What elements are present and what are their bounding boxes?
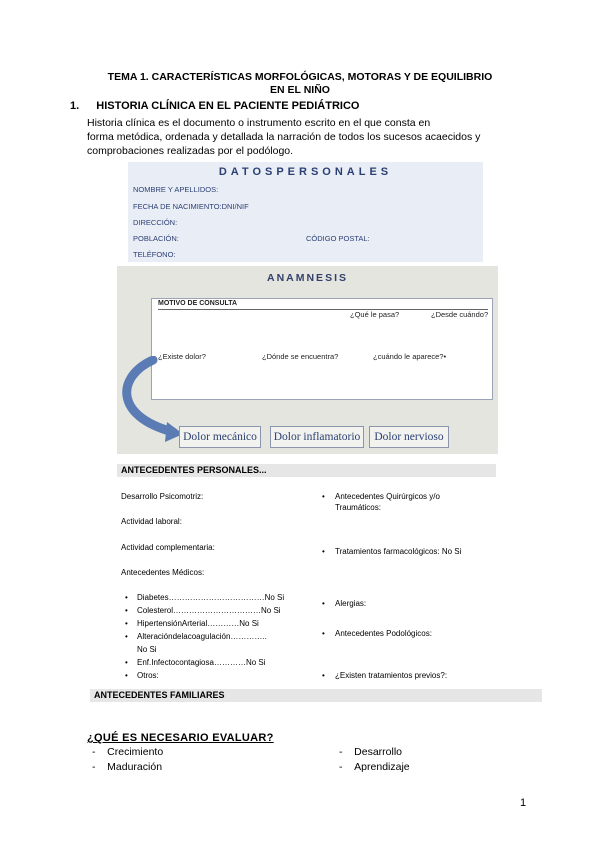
section-heading (70, 100, 359, 112)
list-item: • Diabetes………………………………No Si (137, 591, 284, 604)
evaluar-item: Crecimiento (107, 746, 164, 758)
evaluar-item: Desarrollo (354, 746, 403, 758)
section-number: 1. (70, 100, 80, 112)
podologicos-item: • Antecedentes Podológicos: (335, 629, 432, 638)
evaluar-left-2: - Maduración (92, 761, 163, 773)
alergias-item: • Alergias: (335, 599, 366, 608)
list-item: • Colesterol……………………………No Si (137, 604, 284, 617)
list-item: • Alteracióndelacoagulación………….. (137, 630, 284, 643)
laboral-label: Actividad laboral: (121, 517, 182, 526)
anamnesis-panel (117, 266, 498, 454)
doc-title-line2: EN EL NIÑO (270, 84, 330, 96)
motivo-consulta-box (151, 298, 493, 400)
dolor-nervioso-box: Dolor nervioso (369, 426, 449, 448)
evaluar-item: Maduración (107, 761, 163, 773)
para-line: comprobaciones realizadas por el podólogo. (87, 145, 294, 157)
previos-item: • ¿Existen tratamientos previos?: (335, 671, 447, 680)
evaluar-right-1: - Desarrollo (339, 746, 403, 758)
antecedentes-personales-header: ANTECEDENTES PERSONALES... (117, 464, 496, 477)
field-telefono: TELÉFONO: (133, 250, 176, 259)
dolor-inflamatorio-box: Dolor inflamatorio (270, 426, 364, 448)
list-item: • HipertensiónArterial…………No Si (137, 617, 284, 630)
quirurgicos-line2: Traumáticos: (335, 503, 381, 512)
anamnesis-title: ANAMNESIS (266, 272, 348, 284)
evaluar-right-2: - Aprendizaje (339, 761, 410, 773)
motivo-consulta-label: MOTIVO DE CONSULTA (158, 300, 238, 307)
desarrollo-label: Desarrollo Psicomotriz: (121, 492, 204, 501)
complementaria-label: Actividad complementaria: (121, 543, 215, 552)
medicos-label: Antecedentes Médicos: (121, 568, 205, 577)
donde-label: ¿Dónde se encuentra? (262, 352, 339, 361)
antecedentes-familiares-header: ANTECEDENTES FAMILIARES (90, 689, 542, 702)
field-nombre: NOMBRE Y APELLIDOS: (133, 185, 219, 194)
evaluar-left-1: - Crecimiento (92, 746, 164, 758)
quirurgicos-item (335, 492, 440, 512)
field-fecha: FECHA DE NACIMIENTO:DNI/NIF (133, 202, 249, 211)
para-line: Historia clínica es el documento o instrumento escrito en el que consta en (87, 117, 431, 129)
page-number: 1 (520, 797, 527, 809)
evaluar-question: ¿QUÉ ES NECESARIO EVALUAR? (87, 732, 274, 744)
section-title: HISTORIA CLÍNICA EN EL PACIENTE PEDIÁTRICO (96, 100, 360, 112)
evaluar-item: Aprendizaje (354, 761, 410, 773)
para-line: forma metódica, ordenada y detallada la narración de todos los sucesos acaecidos y (87, 131, 481, 143)
field-codigo-postal: CÓDIGO POSTAL: (306, 234, 370, 243)
cuando-label: ¿cuándo le aparece?• (373, 352, 447, 361)
tratamientos-item: • Tratamientos farmacológicos: No Si (335, 547, 461, 556)
list-item: • Enf.Infectocontagiosa…………No Si (137, 656, 284, 669)
curved-arrow-icon (117, 356, 187, 444)
list-item: • Otros: (137, 669, 284, 682)
dolor-mecanico-box: Dolor mecánico (179, 426, 261, 448)
medicos-list (137, 591, 284, 682)
datos-personales-panel (128, 162, 483, 262)
section-paragraph (87, 116, 517, 158)
field-direccion: DIRECCIÓN: (133, 218, 178, 227)
que-pasa-label: ¿Qué le pasa? (350, 310, 400, 319)
field-poblacion: POBLACIÓN: (133, 234, 179, 243)
quirurgicos-line1: • Antecedentes Quirúrgicos y/o (335, 492, 440, 501)
desde-cuando-label: ¿Desde cuándo? (431, 310, 489, 319)
coag-continuation: No Si (137, 645, 157, 654)
datos-personales-title: DATOSPERSONALES (218, 166, 393, 178)
doc-title-line1: TEMA 1. CARACTERÍSTICAS MORFOLÓGICAS, MOTORAS Y DE EQUILIBRIO (107, 71, 493, 83)
existe-dolor-label: ¿Existe dolor? (158, 352, 206, 361)
